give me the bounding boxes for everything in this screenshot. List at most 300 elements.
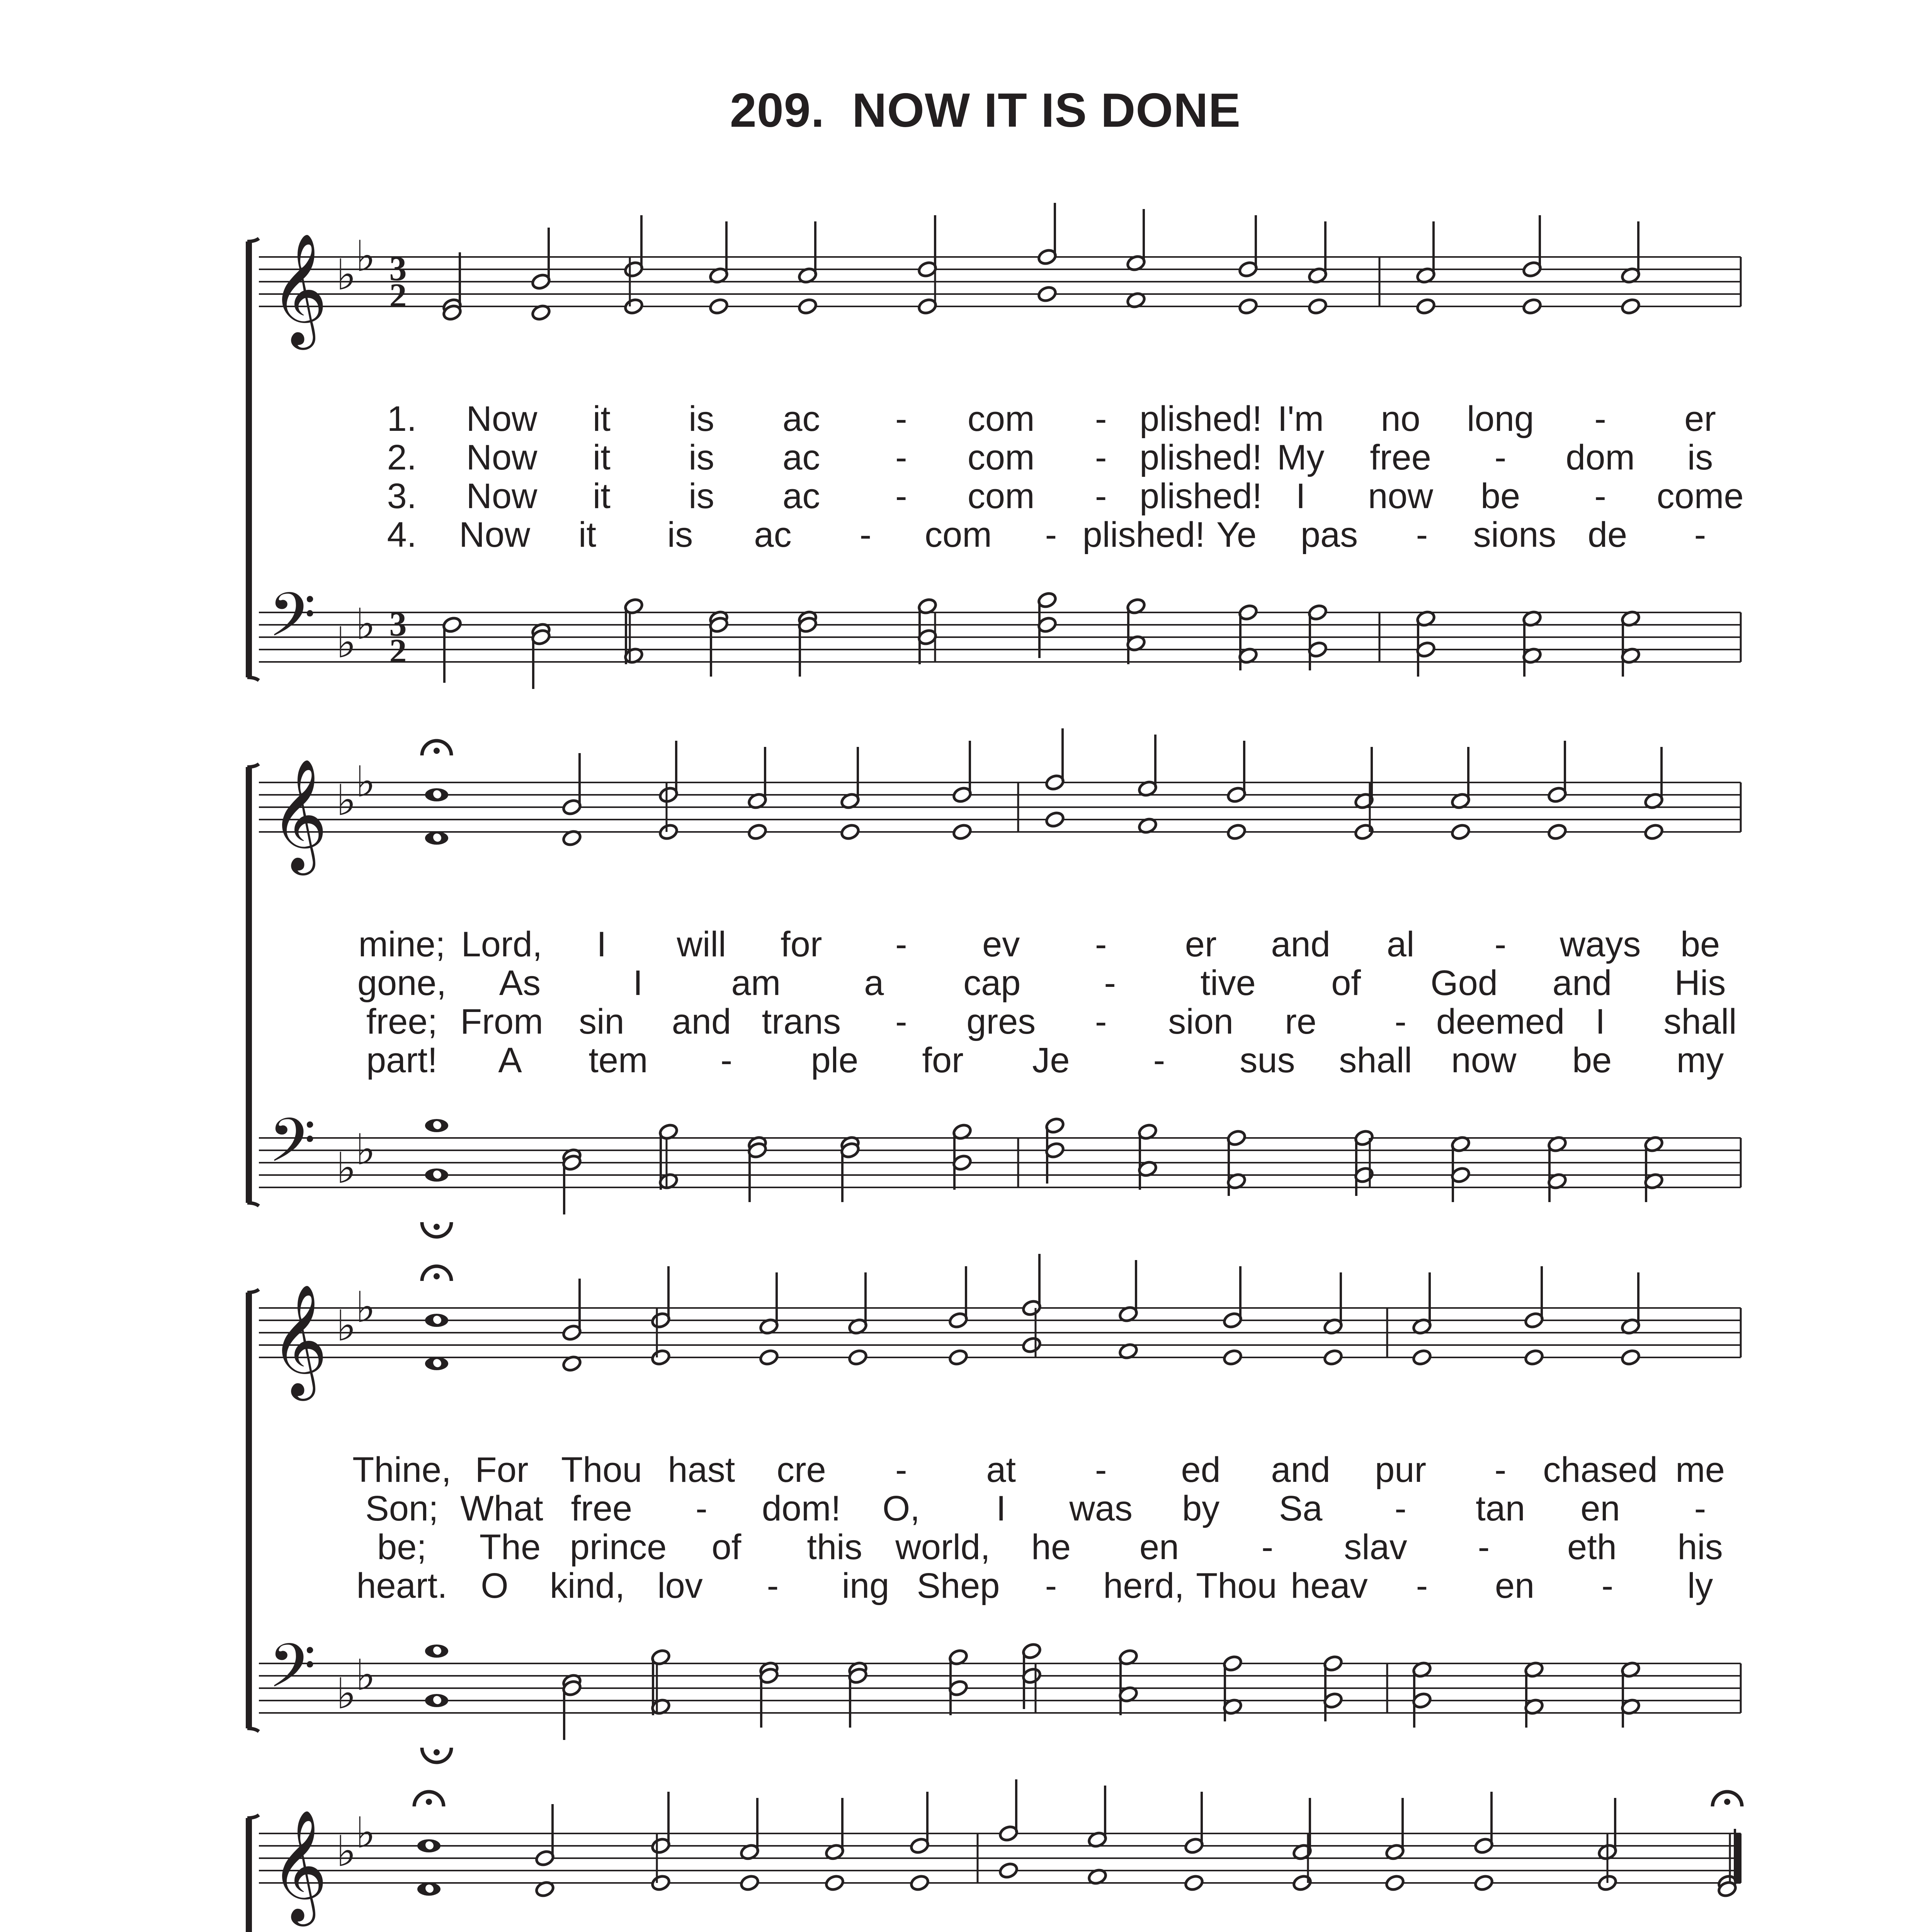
lyric-syllable: is <box>1687 438 1713 477</box>
flat-icon: ♭ <box>336 1301 356 1350</box>
note-head <box>1308 298 1328 315</box>
flat-icon: ♭ <box>355 231 376 281</box>
lyric-syllable: ac <box>782 399 820 439</box>
lyric-syllable: O <box>481 1566 509 1605</box>
note <box>1226 823 1247 841</box>
bass-clef-icon: 𝄢 <box>269 1105 316 1190</box>
syllable-hyphen: - <box>1594 399 1606 439</box>
lyric-syllable: am <box>731 963 781 1003</box>
note <box>1474 1874 1494 1892</box>
lyric-syllable: is <box>689 438 714 477</box>
treble-clef-icon: 𝄞 <box>270 1809 328 1921</box>
note <box>1385 1874 1405 1892</box>
note-head <box>747 823 768 841</box>
note <box>1522 610 1543 677</box>
verse-1-line <box>359 925 1720 964</box>
syllable-hyphen: - <box>720 1041 733 1080</box>
syllable-hyphen: - <box>895 925 907 964</box>
lyric-syllable: no <box>1381 399 1420 439</box>
treble-clef-icon: 𝄞 <box>270 758 328 870</box>
bass-time-signature-bottom: 2 <box>389 632 407 670</box>
lyric-syllable: ways <box>1560 925 1641 964</box>
note <box>1308 221 1328 284</box>
note-head <box>1416 298 1436 315</box>
lyric-syllable: long <box>1467 399 1534 439</box>
note-head <box>948 1349 969 1366</box>
whole-note <box>425 1314 448 1327</box>
note <box>759 1272 779 1335</box>
note <box>658 823 679 841</box>
whole-note <box>417 1883 440 1896</box>
lyric-syllable: by <box>1182 1489 1220 1528</box>
note <box>1138 1123 1158 1190</box>
note <box>1118 1648 1139 1715</box>
lyric-syllable: com <box>925 515 992 554</box>
lyric-syllable: 2. <box>387 438 417 477</box>
fermata-dot <box>434 1273 440 1279</box>
lyric-syllable: of <box>711 1527 742 1567</box>
note <box>825 1874 845 1892</box>
lyric-syllable: en <box>1139 1527 1179 1567</box>
note-head <box>1412 1349 1432 1366</box>
lyric-syllable: Sa <box>1279 1489 1323 1528</box>
lyric-syllable: sus <box>1240 1041 1295 1080</box>
note <box>1474 1792 1494 1855</box>
note <box>1644 1135 1664 1202</box>
lyric-syllable: As <box>499 963 541 1003</box>
lyric-syllable: sin <box>579 1002 624 1041</box>
lyric-syllable: world, <box>895 1527 990 1567</box>
note-head <box>1385 1874 1405 1892</box>
note <box>798 298 818 315</box>
note <box>1045 728 1065 791</box>
fermata-dot <box>434 1749 440 1755</box>
fermata <box>422 1222 451 1237</box>
note-head <box>1522 298 1543 315</box>
lyric-syllable: it <box>578 515 596 554</box>
lyric-syllable: er <box>1684 399 1716 439</box>
syllable-hyphen: - <box>1694 1489 1706 1528</box>
flat-icon: ♭ <box>336 1669 356 1718</box>
lyric-syllable: What <box>460 1489 543 1528</box>
flat-icon: ♭ <box>355 757 376 806</box>
lyric-syllable: Thine, <box>352 1450 451 1490</box>
lyric-syllable: pur <box>1375 1450 1427 1490</box>
lyric-syllable: my <box>1676 1041 1724 1080</box>
lyric-syllable: shall <box>1663 1002 1737 1041</box>
lyric-syllable: Now <box>459 515 531 554</box>
verse-1-line <box>352 1450 1725 1490</box>
note-head <box>1045 811 1065 828</box>
note <box>1022 1254 1042 1317</box>
note <box>1451 823 1471 841</box>
syllable-hyphen: - <box>1045 1566 1057 1605</box>
lyric-syllable: deemed <box>1436 1002 1565 1041</box>
treble-clef-icon: 𝄞 <box>270 1283 328 1396</box>
note <box>747 823 768 841</box>
lyric-syllable: I <box>597 925 607 964</box>
syllable-hyphen: - <box>1045 515 1057 554</box>
note-head <box>624 298 644 315</box>
syllable-hyphen: - <box>696 1489 707 1528</box>
lyric-syllable: now <box>1451 1041 1517 1080</box>
note <box>1292 1874 1313 1892</box>
lyric-syllable: The <box>479 1527 541 1567</box>
note <box>759 1349 779 1366</box>
note-head <box>442 616 463 634</box>
note-head <box>952 823 973 841</box>
syllable-hyphen: - <box>1494 438 1507 477</box>
note-head <box>825 1874 845 1892</box>
fermata <box>422 741 451 755</box>
lyric-syllable: His <box>1674 963 1726 1003</box>
lyric-syllable: ac <box>782 438 820 477</box>
note-head <box>740 1874 760 1892</box>
note-head <box>1184 1874 1204 1892</box>
note-head <box>1524 1349 1544 1366</box>
note <box>848 1349 868 1366</box>
note-head <box>1226 823 1247 841</box>
lyric-syllable: en <box>1580 1489 1620 1528</box>
system-1 <box>247 203 1743 689</box>
syllable-hyphen: - <box>895 476 907 516</box>
note <box>1416 298 1436 315</box>
note-head <box>1621 298 1641 315</box>
lyric-syllable: O, <box>882 1489 920 1528</box>
verse-3-line <box>387 476 1744 516</box>
lyric-syllable: Thou <box>561 1450 642 1490</box>
note <box>1223 1349 1243 1366</box>
syllable-hyphen: - <box>1416 1566 1428 1605</box>
flat-icon: ♭ <box>336 776 356 825</box>
bass-clef-icon: 𝄢 <box>269 580 316 665</box>
note <box>1524 1661 1544 1728</box>
lyric-syllable: be <box>1572 1041 1612 1080</box>
lyric-syllable: I'm <box>1277 399 1324 439</box>
note <box>910 1792 930 1855</box>
note-head <box>658 823 679 841</box>
hymn-number: 209. <box>730 84 825 137</box>
lyric-syllable: is <box>689 476 714 516</box>
verse-2-line <box>365 1489 1706 1528</box>
lyric-syllable: be <box>1680 925 1720 964</box>
note <box>798 221 818 284</box>
lyric-syllable: trans <box>762 1002 841 1041</box>
note-head <box>1547 823 1568 841</box>
lyric-syllable: cre <box>776 1450 826 1490</box>
syllable-hyphen: - <box>1095 399 1107 439</box>
note-head <box>798 298 818 315</box>
verse-2-line <box>387 438 1713 477</box>
syllable-hyphen: - <box>1095 1450 1107 1490</box>
flat-icon: ♭ <box>355 1808 376 1857</box>
whole-note <box>425 832 448 845</box>
system-2 <box>247 728 1741 1237</box>
note <box>1412 1349 1432 1366</box>
note <box>658 741 679 804</box>
lyric-syllable: herd, <box>1103 1566 1184 1605</box>
syllable-hyphen: - <box>1095 476 1107 516</box>
lyric-syllable: this <box>807 1527 862 1567</box>
lyric-syllable: tan <box>1476 1489 1526 1528</box>
note <box>1308 298 1328 315</box>
note <box>1223 1266 1243 1329</box>
flat-icon: ♭ <box>355 1650 376 1700</box>
lyric-syllable: dom! <box>762 1489 841 1528</box>
syllable-hyphen: - <box>1416 515 1428 554</box>
note <box>1621 610 1641 677</box>
note-head <box>840 823 861 841</box>
treble-staff <box>259 203 1741 321</box>
syllable-hyphen: - <box>895 1002 907 1041</box>
lyric-syllable: be <box>1480 476 1520 516</box>
lyric-syllable: is <box>689 399 714 439</box>
lyric-syllable: eth <box>1567 1527 1617 1567</box>
lyric-syllable: re <box>1285 1002 1317 1041</box>
lyric-syllable: I <box>1595 1002 1605 1041</box>
lyric-syllable: for <box>922 1041 964 1080</box>
lyric-syllable: mine; <box>358 925 446 964</box>
lyric-syllable: Now <box>466 438 537 477</box>
lyric-syllable: ple <box>811 1041 859 1080</box>
lyric-syllable: I <box>996 1489 1006 1528</box>
whole-note <box>417 1839 440 1852</box>
syllable-hyphen: - <box>1261 1527 1274 1567</box>
note <box>1226 741 1247 804</box>
note <box>1323 1349 1344 1366</box>
note <box>1385 1798 1405 1861</box>
note <box>1644 823 1664 841</box>
verse-4-line <box>366 1041 1724 1080</box>
treble-time-signature-bottom: 2 <box>389 277 407 315</box>
bass-staff <box>259 1642 1741 1762</box>
lyric-syllable: plished! <box>1139 399 1262 439</box>
note <box>1238 215 1259 278</box>
note <box>1238 298 1259 315</box>
lyric-syllable: plished! <box>1082 515 1205 554</box>
lyric-syllable: sions <box>1473 515 1556 554</box>
lyric-syllable: kind, <box>549 1566 625 1605</box>
lyric-syllable: gone, <box>357 963 447 1003</box>
note <box>740 1798 760 1861</box>
lyric-syllable: part! <box>366 1041 438 1080</box>
lyric-syllable: and <box>672 1002 731 1041</box>
lyric-syllable: Shep <box>917 1566 1000 1605</box>
lyric-syllable: ev <box>982 925 1020 964</box>
lyric-syllable: and <box>1271 925 1330 964</box>
note <box>1621 221 1641 284</box>
note <box>535 1804 555 1867</box>
lyric-syllable: com <box>967 438 1035 477</box>
note <box>1292 1798 1313 1861</box>
syllable-hyphen: - <box>1494 925 1507 964</box>
lyric-syllable: ed <box>1181 1450 1221 1490</box>
lyric-syllable: I <box>633 963 643 1003</box>
lyric-syllable: at <box>986 1450 1016 1490</box>
note <box>1045 811 1065 828</box>
fermata <box>422 1266 451 1281</box>
fermata-dot <box>434 1224 440 1230</box>
note <box>1022 1336 1042 1354</box>
lyric-syllable: come <box>1656 476 1744 516</box>
lyric-syllable: ac <box>754 515 792 554</box>
lyric-syllable: is <box>667 515 693 554</box>
lyric-syllable: Now <box>466 476 537 516</box>
whole-note <box>425 1168 448 1182</box>
syllable-hyphen: - <box>1395 1002 1406 1041</box>
note <box>624 215 644 278</box>
lyric-syllable: 1. <box>387 399 417 439</box>
note <box>998 1862 1019 1879</box>
note-head <box>1238 298 1259 315</box>
bass-time-signature-top: 3 <box>389 605 407 643</box>
lyric-syllable: a <box>864 963 884 1003</box>
lyric-syllable: prince <box>570 1527 667 1567</box>
note <box>840 747 861 810</box>
note <box>998 1779 1019 1842</box>
lyric-syllable: plished! <box>1139 438 1262 477</box>
note <box>709 221 729 284</box>
note <box>1037 203 1058 266</box>
note <box>709 298 729 315</box>
whole-note <box>425 1357 448 1370</box>
whole-note <box>425 1694 448 1707</box>
note <box>1126 597 1146 664</box>
lyric-syllable: Ye <box>1216 515 1257 554</box>
syllable-hyphen: - <box>1095 438 1107 477</box>
treble-staff <box>259 728 1741 847</box>
lyric-syllable: his <box>1677 1527 1723 1567</box>
whole-note <box>425 1119 448 1132</box>
fermata-dot <box>434 748 440 754</box>
note-head <box>910 1874 930 1892</box>
note <box>1126 209 1146 272</box>
note-head <box>1451 823 1471 841</box>
note <box>948 1349 969 1366</box>
lyric-syllable: I <box>1296 476 1306 516</box>
note <box>840 823 861 841</box>
note-head <box>1474 1874 1494 1892</box>
lyric-syllable: er <box>1185 925 1217 964</box>
flat-icon: ♭ <box>336 1827 356 1876</box>
lyric-syllable: it <box>592 476 611 516</box>
flat-icon: ♭ <box>355 1125 376 1174</box>
verse-3-line <box>377 1527 1723 1567</box>
flat-icon: ♭ <box>355 1282 376 1332</box>
note-head <box>651 1874 671 1892</box>
note-head <box>998 1862 1019 1879</box>
fermata <box>422 1748 451 1762</box>
note <box>1037 285 1058 303</box>
flat-icon: ♭ <box>336 250 356 299</box>
treble-staff <box>259 1779 1742 1898</box>
note <box>442 616 463 634</box>
note <box>740 1874 760 1892</box>
lyric-syllable: Son; <box>365 1489 439 1528</box>
note-head <box>1621 1349 1641 1366</box>
note <box>1621 298 1641 315</box>
syllable-hyphen: - <box>1494 1450 1507 1490</box>
note <box>1522 215 1543 278</box>
note-head <box>1223 1349 1243 1366</box>
lyric-syllable: hast <box>668 1450 735 1490</box>
verse-4-line <box>356 1566 1713 1605</box>
verse-3-line <box>366 1002 1737 1041</box>
note-head <box>1292 1874 1313 1892</box>
note-head <box>1022 1336 1042 1354</box>
whole-note <box>425 788 448 801</box>
lyric-syllable: com <box>967 399 1035 439</box>
lyric-syllable: chased <box>1543 1450 1658 1490</box>
note <box>952 741 973 804</box>
syllable-hyphen: - <box>1694 515 1706 554</box>
syllable-hyphen: - <box>767 1566 779 1605</box>
treble-staff <box>259 1254 1741 1372</box>
note <box>948 1266 969 1329</box>
note <box>848 1272 868 1335</box>
note <box>562 753 582 816</box>
system-3 <box>247 1254 1741 1762</box>
note <box>1416 221 1436 284</box>
fermata-dot <box>1724 1799 1730 1805</box>
lyric-syllable: My <box>1277 438 1325 477</box>
lyric-syllable: slav <box>1344 1527 1407 1567</box>
lyric-syllable: ly <box>1687 1566 1713 1605</box>
lyric-syllable: gres <box>966 1002 1036 1041</box>
note <box>1184 1792 1204 1855</box>
lyric-syllable: ing <box>842 1566 889 1605</box>
syllable-hyphen: - <box>1095 925 1107 964</box>
note <box>651 1266 671 1329</box>
note-head <box>1354 823 1374 841</box>
note-head <box>651 1349 671 1366</box>
lyric-syllable: From <box>460 1002 543 1041</box>
treble-clef-icon: 𝄞 <box>270 232 328 345</box>
note <box>1547 1135 1568 1202</box>
syllable-hyphen: - <box>1601 1566 1614 1605</box>
note <box>1323 1272 1344 1335</box>
flat-icon: ♭ <box>355 599 376 649</box>
fermata <box>1713 1792 1742 1806</box>
lyric-syllable: free <box>1370 438 1431 477</box>
lyric-syllable: 3. <box>387 476 417 516</box>
lyric-syllable: de <box>1587 515 1628 554</box>
note <box>1087 1786 1108 1849</box>
lyric-syllable: cap <box>963 963 1021 1003</box>
syllable-hyphen: - <box>1395 1489 1406 1528</box>
lyric-syllable: God <box>1430 963 1498 1003</box>
verse-4-line <box>387 515 1706 554</box>
lyric-syllable: Je <box>1032 1041 1070 1080</box>
note <box>562 1279 582 1342</box>
note-head <box>1644 823 1664 841</box>
note <box>531 228 551 291</box>
lyric-syllable: was <box>1069 1489 1133 1528</box>
syllable-hyphen: - <box>859 515 872 554</box>
lyric-syllable: heart. <box>356 1566 447 1605</box>
note <box>1138 735 1158 798</box>
bass-clef-icon: 𝄢 <box>269 1631 316 1716</box>
verse-1-line <box>387 399 1716 439</box>
note <box>1547 823 1568 841</box>
treble-time-signature-top: 3 <box>389 250 407 288</box>
lyric-syllable: dom <box>1566 438 1635 477</box>
lyric-syllable: free; <box>366 1002 438 1041</box>
lyric-syllable: 4. <box>387 515 417 554</box>
fermata-dot <box>426 1799 432 1805</box>
note <box>1354 747 1374 810</box>
lyric-syllable: it <box>592 438 611 477</box>
